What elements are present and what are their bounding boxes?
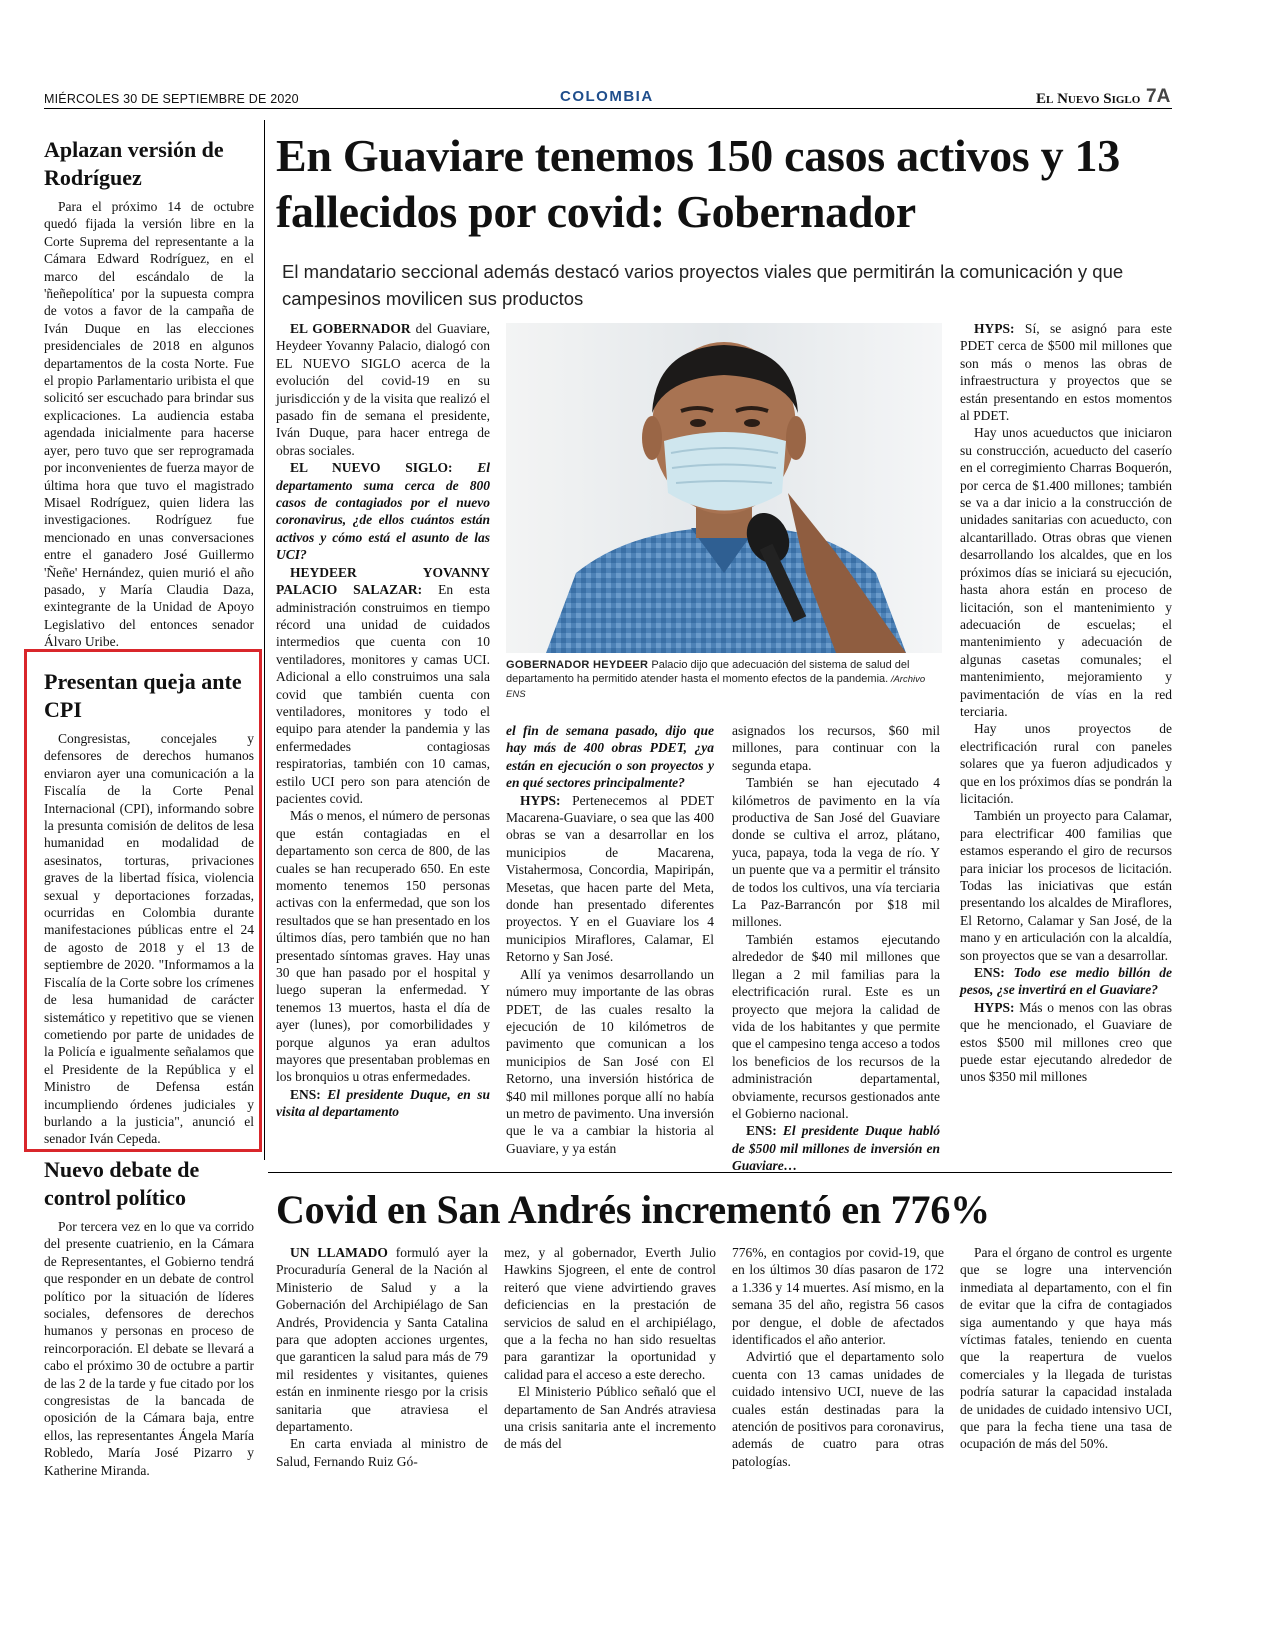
header-rule [44,108,1172,109]
paragraph-text: Allí ya venimos desarrollando un número muy importante de las obras PDET, de las cuales resalto la ejecución de 10 kilómetros de pavimento que comunican a los municipios de San José con El Retorno, una inversión histórica de $40 mil millones porque allí no había un metro de pavimento. Una inversión que le va a cambiar la historia al Guaviare, y ya están [506,966,714,1156]
sidebar-body: Por tercera vez en lo que va corrido del presente cuatrienio, en la Cámara de Representantes, el Gobierno tendrá que responder en un debate de control político por la situación de líderes sociales, defensores de derechos humanos y personas en proceso de reincorporación. El debate se llevará a cabo el próximo 30 de octubre a partir de las 2 de la tarde y fue citado por los congresistas de la bancada de oposición de la Cámara baja, entre ellos, las representantes Ángela María Robledo, María José Pizarro y Katherine Miranda. [44,1219,254,1478]
main-column-2 [506,722,714,1160]
paragraph-text: 776%, en contagios por covid-19, que en los últimos 30 días pasaron de 172 a 1.336 y 14 muertes. Así mismo, en la semana 35 del año, registra 56 casos por dengue, el doble de afectados identificados el año anterior. [732,1245,944,1348]
paragraph-text: También estamos ejecutando alrededor de $40 mil millones que llegan a 2 mil familias para la electrificación rural. Este es un proyecto que mejora la calidad de vida de los habitantes y que permite que el campesino tenga acceso a todos los beneficios de los recursos de la administración departamental, obviamente, recursos gestionados ante el Gobierno nacional. [732,931,940,1121]
main-subhead: El mandatario seccional además destacó varios proyectos viales que permitirán la comunicación y que campesinos movilicen sus productos [282,261,1124,309]
second-column-4 [960,1244,1172,1504]
sidebar-body: Para el próximo 14 de octubre quedó fijada la versión libre en la Corte Suprema del representante a la Cámara Edward Rodríguez, en el marco del escándalo de la 'ñeñepolítica' por la supuesta compra de votos a favor de la campaña de Iván Duque en las elecciones presidenciales de 2018 en algunos departamentos de la costa Norte. Fue el propio Parlamentario uribista el que solicitó ser escuchado para brindar sus explicaciones. La audiencia estaba agendada inicialmente para hacerse ayer, pero tuvo que ser reprogramada por inconvenientes de fuerza mayor de última hora que tuvo el magistrado Misael Rodríguez, quien lidera las investigaciones. Rodríguez fue mencionado en unas conversaciones entre el ganadero José Guillermo 'Ñeñe' Hernández, quien murió el año pasado, y María Claudia Daza, exintegrante de la Unidad de Apoyo Legislativo del entonces senador Álvaro Uribe. [44,199,254,650]
article-paragraph [732,931,940,1122]
paragraph-lead: HEYDEER YOVANNY PALACIO SALAZAR: [276,564,490,598]
article-paragraph [960,1244,1172,1453]
paragraph-text: Advirtió que el departamento solo cuenta con 13 camas unidades de cuidado intensivo UCI, nueve de las cuales están destinadas para la atención de positivos para coronavirus, además de cuatro para otras patologías. [732,1349,944,1469]
article-paragraph [960,720,1172,807]
paragraph-text: También se han ejecutado 4 kilómetros de pavimento en la vía productiva de San José del Guaviare donde se cultiva el arroz, plátano, yuca, papaya, toda la vega de río. Y un puente que va a permitir el tránsito de todos los cultivos, una vía terciaria La Paz-Barrancón por $18 mil millones. [732,775,940,930]
article-paragraph [960,424,1172,720]
section-name: COLOMBIA [560,88,654,105]
caption-text: Palacio dijo que adecuación del sistema de salud del departamento ha permitido atender hasta el momento efectos de la pandemia. [506,659,910,685]
paragraph-lead: UN LLAMADO [290,1245,388,1260]
main-headline: En Guaviare tenemos 150 casos activos y 13 fallecidos por covid: Gobernador [276,130,1120,237]
sidebar-headline: Presentan queja ante CPI [44,669,242,722]
sidebar-headline: Nuevo debate de control político [44,1157,200,1210]
photo-credit: /Archivo ENS [506,674,926,700]
article-paragraph [732,722,940,774]
article-paragraph [276,320,490,459]
paragraph-lead: HYPS: [520,792,561,808]
main-column-3 [732,722,940,1174]
paragraph-text: Todo ese medio billón de pesos, ¿se invertirá en el Guaviare? [960,965,1172,998]
sidebar-story-debate [44,1156,254,1498]
article-paragraph [276,564,490,808]
article-paragraph [732,774,940,931]
article-paragraph [960,999,1172,1086]
paragraph-text: Pertenecemos al PDET Macarena-Guaviare, o sea que las 400 obras se van a desarrollar en los municipios de Macarena, Vistahermosa, Concordia, Mapiripán, Mesetas, que hacen parte del Meta, donde han presentado diferentes proyectos. Y en el Guaviare los 4 municipios Miraflores, Calamar, El Retorno y San José. [506,792,714,965]
main-column-1 [276,320,490,1160]
sidebar-body: Congresistas, concejales y defensores de derechos humanos enviaron ayer una comunicación a la Fiscalía de la Corte Penal Internacional (CPI), informando sobre la presunta comisión de delitos de lesa humanidad en modalidad de asesinatos, torturas, privaciones graves de la libertad física, violencia sexual y deportaciones forzadas, ocurridas en Colombia durante manifestaciones públicas entre el 24 de agosto de 2018 y el 13 de septiembre de 2020. "Informamos a la Fiscalía de la Corte sobre los crímenes de lesa humanidad de carácter sistemático y repetitivo que se vienen cometiendo por parte de unidades de la Policía e igualmente señalamos que el Presidente de la República y el Ministro de Defensa están incumpliendo órdenes judiciales y burlando a la justicia", anunció el senador Iván Cepeda. [44,731,254,1147]
paragraph-text: mez, y al gobernador, Everth Julio Hawkins Sjogreen, el ente de control reiteró que viene advirtiendo graves deficiencias en la prestación de servicios de salud en el archipiélago, que a la fecha no han sido resueltas para garantizar la oportunidad y calidad para el acceso a este derecho. [504,1245,716,1382]
article-paragraph [276,1244,488,1435]
article-paragraph [506,722,714,792]
paragraph-lead: HYPS: [974,321,1015,336]
paragraph-text: Más o menos, el número de personas que están contagiadas en el departamento son cerca de 800, de las cuales se han recuperado 650. En este momento tenemos 150 personas activas con la enfermedad, que son los resultados que se han presentado en los últimos días, pero también que no han presentado síntomas graves. Hay unas 30 que han pasado por el hospital y luego superan la enfermedad. Y tenemos 13 muertos, hasta el día de ayer (lunes), por comorbilidades y porque algunos ya eran adultos mayores que presentaban problemas en los bronquios u otras enfermedades. [276,808,490,1085]
paragraph-text: el fin de semana pasado, dijo que hay más de 400 obras PDET, ¿ya están en ejecución o son proyectos y en qué sectores principalmente? [506,723,714,791]
paragraph-text: También un proyecto para Calamar, para electrificar 400 familias que estamos esperando el giro de recursos para iniciar los procesos de licitación. Todas las iniciativas que están presentando los alcaldes de Miraflores, El Retorno, Calamar y San José, de la mano y en articulación con la alcaldía, son proyectos que se van a desarrollar. [960,808,1172,963]
issue-date: MIÉRCOLES 30 DE SEPTIEMBRE DE 2020 [44,92,299,106]
article-paragraph [504,1383,716,1453]
page-number: 7A [1146,86,1171,107]
paragraph-text: asignados los recursos, $60 mil millones, para continuar con la segunda etapa. [732,723,940,773]
sidebar-story-rodriguez [44,136,254,650]
paragraph-text: Hay unos proyectos de electrificación rural con paneles solares que ya fueron adjudicados y que en los próximos días se pondrán la licitación. [960,721,1172,806]
paragraph-lead: HYPS: [974,999,1015,1015]
paragraph-lead: ENS: [290,1086,321,1102]
paragraph-text: formuló ayer la Procuraduría General de la Nación al Ministerio de Salud y a la Gobernación del Archipiélago de San Andrés, Providencia y Santa Catalina para que adopten acciones urgentes, que garanticen la salud para más de 79 mil residentes y visitantes, quienes están en inminente riesgo por la crisis sanitaria que atraviesa el departamento. [276,1245,489,1435]
second-column-3 [732,1244,944,1504]
second-headline: Covid en San Andrés incrementó en 776% [276,1187,990,1232]
main-column-4 [960,320,1172,1160]
governor-photo [506,323,942,653]
article-paragraph [732,1122,940,1174]
newspaper-name: El Nuevo Siglo [1036,91,1141,107]
article-paragraph [276,459,490,563]
paragraph-lead: ENS: [974,965,1005,981]
paragraph-lead: EL NUEVO SIGLO: [290,460,453,476]
photo-caption [506,658,946,702]
article-paragraph [506,792,714,966]
paragraph-lead: ENS: [746,1123,777,1139]
article-paragraph [276,1086,490,1121]
sidebar-headline: Aplazan versión de Rodríguez [44,137,224,190]
sidebar-story-cpi [44,668,254,1148]
paragraph-text: El departamento suma cerca de 800 casos de contagiados por el nuevo coronavirus, ¿de ellos cuántos están activos y cómo está el asunto de las UCI? [276,460,490,563]
article-paragraph [276,807,490,1086]
article-paragraph [732,1348,944,1470]
paragraph-text: El presidente Duque habló de $500 mil millones de inversión en Guaviare… [732,1123,940,1174]
caption-lead: GOBERNADOR HEYDEER [506,659,649,671]
article-paragraph [276,1435,488,1470]
paragraph-text: El Ministerio Público señaló que el departamento de San Andrés atraviesa una crisis sanitaria ante el incremento de más del [504,1384,716,1452]
paragraph-text: Sí, se asignó para este PDET cerca de $500 mil millones que son más o menos las obras de infraestructura y proyectos que se están presentando en estos momentos al PDET. [960,321,1172,424]
paragraph-text: El presidente Duque, en su visita al departamento [276,1086,490,1120]
article-paragraph [506,966,714,1157]
paragraph-text: Para el órgano de control es urgente que se logre una intervención inmediata al departamento, con el fin de evitar que la cifra de contagiados siga aumentando y que haya más víctimas fatales, teniendo en cuenta que la reapertura de vuelos comerciales y la llegada de turistas podría saturar la capacidad instalada de unidades de cuidado intensivo UCI, que para la fecha tiene una tasa de ocupación de más del 50%. [960,1245,1172,1452]
paragraph-lead: EL GOBERNADOR [290,321,411,336]
paragraph-text: del Guaviare, Heydeer Yovanny Palacio, dialogó con EL NUEVO SIGLO acerca de la evolución del covid-19 en su jurisdicción y de la visita que realizó el pasado fin de semana el presidente, Iván Duque, para hacer entrega de obras sociales. [276,321,491,458]
paragraph-text: En esta administración construimos en tiempo récord una unidad de cuidados intermedios que cuenta con 10 ventiladores, monitores y camas UCI. Adicional a ello construimos una sala covid que también cuenta con ventiladores, monitores y todo el equipo para atender la pandemia y las enfermedades contagiosas respiratorias, también con 10 camas, estilo UCI pero son para atención de pacientes covid. [276,582,490,806]
second-column-2 [504,1244,716,1504]
sidebar-divider [264,120,265,1160]
article-paragraph [960,320,1172,424]
article-paragraph [960,807,1172,964]
article-paragraph [504,1244,716,1383]
paragraph-text: Hay unos acueductos que iniciaron su construcción, acueducto del caserío en el corregimiento Charras Boquerón, por cerca de $1.400 millones; también se va a dar inicio a la construcción de unidades sanitarias con acueducto, con alcantarillado. Otras obras que vienen desarrollando los alcaldes, que en los próximos días se iniciará su ejecución, hasta ahora están en proceso de licitación, son el mantenimiento y adecuación de escuelas; el mantenimiento y adecuación de algunas casetas comunales; el mantenimiento, mejoramiento y pavimentación de vías en la red terciaria. [960,425,1172,719]
paragraph-text: En carta enviada al ministro de Salud, Fernando Ruiz Gó- [276,1436,488,1469]
second-column-1 [276,1244,488,1504]
photo-illustration [506,323,942,653]
article-paragraph [960,964,1172,999]
paragraph-text: Más o menos con las obras que he mencionado, el Guaviare de estos $500 mil millones creo que puede estar ejecutando alrededor de unos $350 mil millones [960,999,1172,1085]
article-paragraph [732,1244,944,1348]
story-divider [268,1172,1172,1173]
